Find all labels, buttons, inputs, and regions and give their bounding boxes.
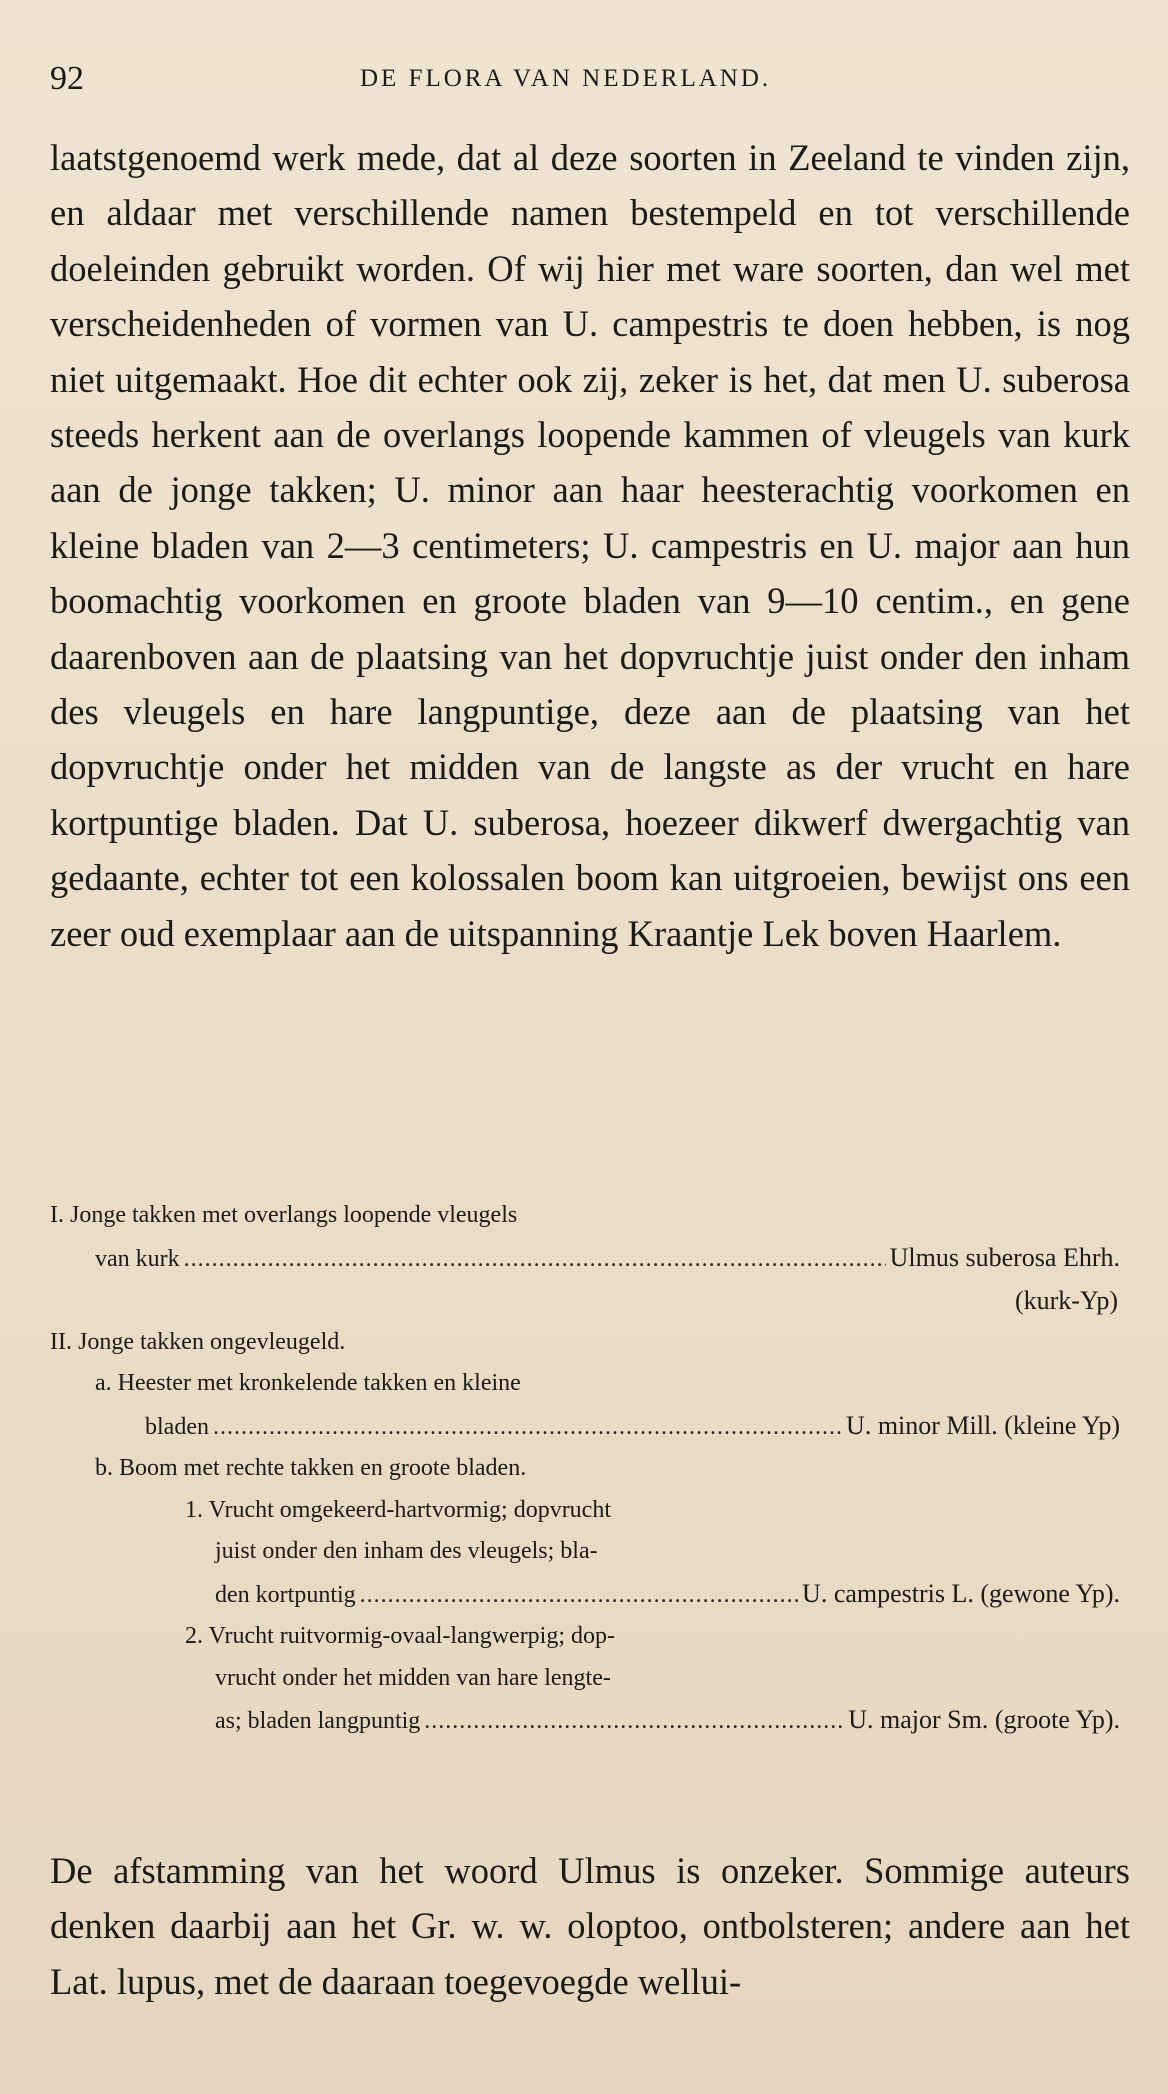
key-result: U. campestris L. (gewone Yp). [802, 1578, 1120, 1608]
dot-leader [184, 1239, 886, 1281]
key-text: a. Heester met kronkelende takken en kleine [95, 1370, 521, 1396]
key-entry-a-result-line [50, 1405, 1120, 1449]
key-result: U. minor Mill. (kleine Yp) [846, 1410, 1120, 1440]
key-result: U. major Sm. (groote Yp). [848, 1705, 1120, 1734]
key-text: juist onder den inham des vleugels; bla- [215, 1538, 598, 1564]
key-entry-a-line [50, 1363, 1120, 1405]
key-text: b. Boom met rechte takken en groote bladen. [95, 1455, 527, 1481]
identification-key [50, 1195, 1120, 1743]
main-paragraph-block [50, 130, 1130, 961]
dot-leader [424, 1701, 844, 1743]
key-text: 2. Vrucht ruitvormig-ovaal-langwerpig; dop- [185, 1623, 616, 1649]
closing-paragraph: De afstamming van het woord Ulmus is onzeker. Sommige auteurs denken daarbij aan het Gr. w. w. oloptoo, ontbolsteren; andere aan het Lat. lupus, met de daaraan toegevoegde wellui- [50, 1850, 1130, 2002]
key-entry-i-result-line [50, 1237, 1120, 1281]
key-text: den kortpuntig [215, 1581, 356, 1608]
key-entry-b2-line [50, 1616, 1120, 1658]
key-text: as; bladen langpuntig [215, 1708, 421, 1734]
key-entry-i-line [50, 1195, 1120, 1237]
key-entry-b-line [50, 1448, 1120, 1490]
key-text: II. Jonge takken ongevleugeld. [50, 1328, 346, 1355]
key-entry-b1-result-line [50, 1573, 1120, 1617]
key-text: 1. Vrucht omgekeerd-hartvormig; dopvrucht [185, 1496, 611, 1523]
main-paragraph: laatstgenoemd werk mede, dat al deze soorten in Zeeland te vinden zijn, en aldaar met verschillende namen bestempeld en tot verschillende doeleinden gebruikt worden. Of wij hier met ware soorten, dan wel met verscheidenheden of vormen van U. campestris te doen hebben, is nog niet uitgemaakt. Hoe dit echter ook zij, zeker is het, dat men U. suberosa steeds herkent aan de overlangs loopende kammen of vleugels van kurk aan de jonge takken; U. minor aan haar heesterachtig voorkomen en kleine bladen van 2—3 centimeters; U. campestris en U. major aan hun boomachtig voorkomen en groote bladen van 9—10 centim., en gene daarenboven aan de plaatsing van het dopvruchtje juist onder den inham des vleugels en hare langpuntige, deze aan de plaatsing van het dopvruchtje onder het midden van de langste as der vrucht en hare kortpuntige bladen. Dat U. suberosa, hoezeer dikwerf dwergachtig van gedaante, echter tot een kolossalen boom kan uitgroeien, bewijst ons een zeer oud exemplaar aan de uitspanning Kraantje Lek boven Haarlem. [50, 137, 1130, 954]
key-entry-ii-line [50, 1322, 1120, 1364]
key-text: van kurk [95, 1245, 180, 1272]
key-text: bladen [145, 1413, 209, 1440]
page-number: 92 [50, 60, 84, 97]
key-result-common-name: (kurk-Yp) [1014, 1286, 1118, 1315]
key-entry-b2-result-line [50, 1699, 1120, 1743]
dot-leader [360, 1575, 798, 1617]
running-title: DE FLORA VAN NEDERLAND. [360, 65, 772, 92]
key-entry-b2-line [50, 1658, 1120, 1700]
key-result: Ulmus suberosa Ehrh. [889, 1242, 1120, 1272]
key-text: vrucht onder het midden van hare lengte- [215, 1664, 611, 1691]
key-entry-b1-line [50, 1490, 1120, 1532]
dot-leader [213, 1407, 842, 1449]
closing-paragraph-block [50, 1843, 1130, 2009]
page-header [50, 52, 820, 102]
key-text: I. Jonge takken met overlangs loopende vleugels [50, 1202, 518, 1228]
key-entry-b1-line [50, 1531, 1120, 1573]
